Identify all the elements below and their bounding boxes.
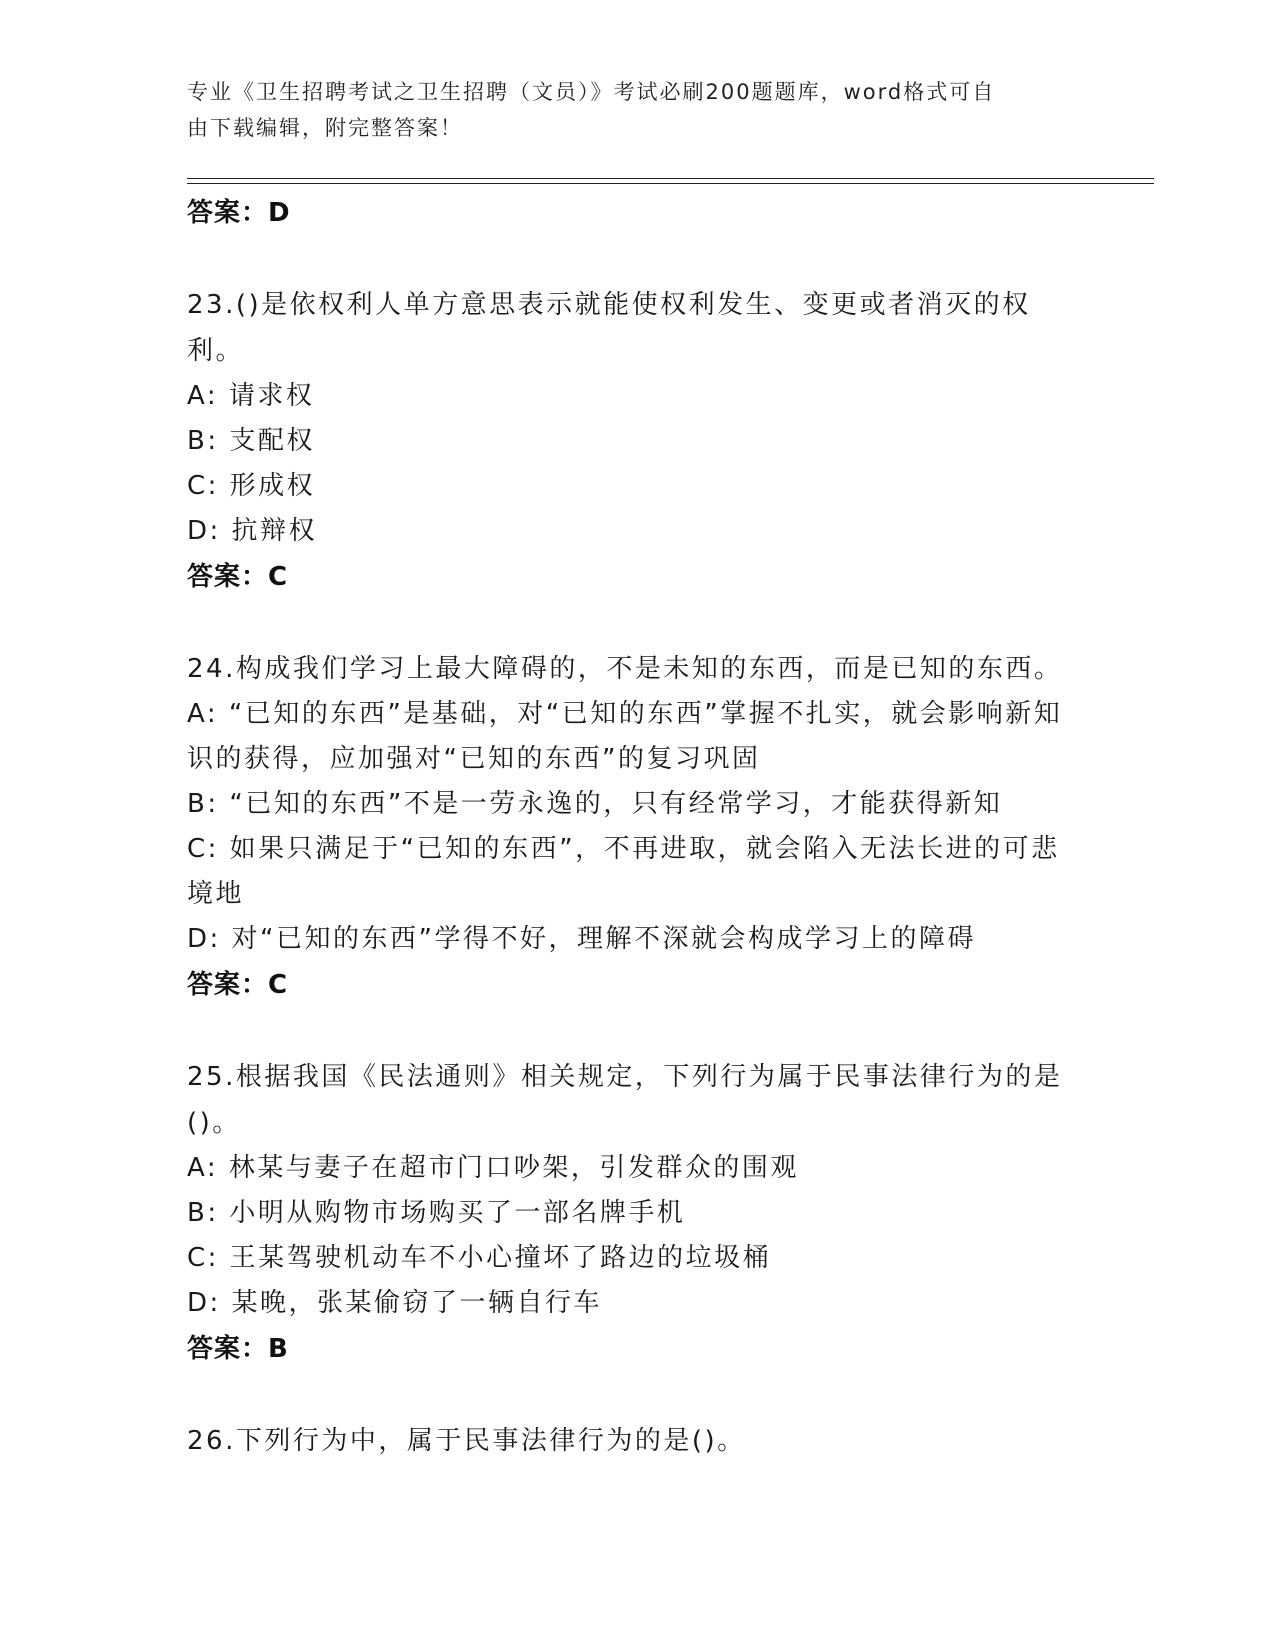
- question-stem: 26.下列行为中，属于民事法律行为的是()。: [187, 1426, 746, 1456]
- header-rule-bottom: [187, 183, 1154, 184]
- question-25: [187, 1054, 1087, 1372]
- header-rule-top: [187, 178, 1154, 179]
- document-header: [187, 74, 1067, 146]
- question-stem: 25.根据我国《民法通则》相关规定，下列行为属于民事法律行为的是()。: [187, 1062, 1063, 1138]
- option-a: A: 林某与妻子在超市门口吵架，引发群众的围观: [187, 1153, 799, 1183]
- question-24: [187, 646, 1087, 1008]
- option-b: B: 支配权: [187, 426, 315, 456]
- question-list: [187, 190, 1087, 1464]
- answer-label: 答案：D: [187, 198, 291, 228]
- header-line-1: 专业《卫生招聘考试之卫生招聘（文员）》考试必刷200题题库，word格式可自: [187, 80, 996, 104]
- option-a: A: “已知的东西”是基础，对“已知的东西”掌握不扎实，就会影响新知识的获得，应加强对“已知的东西”的复习巩固: [187, 699, 1063, 774]
- answer-label: 答案：C: [187, 970, 289, 1000]
- option-c: C: 形成权: [187, 471, 316, 501]
- option-c: C: 王某驾驶机动车不小心撞坏了路边的垃圾桶: [187, 1243, 772, 1273]
- option-b: B: 小明从购物市场购买了一部名牌手机: [187, 1198, 686, 1228]
- option-b: B: “已知的东西”不是一劳永逸的，只有经常学习，才能获得新知: [187, 789, 1003, 819]
- question-stem: 23.()是依权利人单方意思表示就能使权利发生、变更或者消灭的权利。: [187, 290, 1031, 366]
- header-line-2: 由下载编辑，附完整答案！: [187, 116, 463, 140]
- option-d: D: 抗辩权: [187, 516, 318, 546]
- question-23: [187, 282, 1087, 600]
- answer-label: 答案：C: [187, 562, 289, 592]
- option-d: D: 某晚，张某偷窃了一辆自行车: [187, 1288, 603, 1318]
- option-a: A: 请求权: [187, 381, 315, 411]
- option-c: C: 如果只满足于“已知的东西”，不再进取，就会陷入无法长进的可悲境地: [187, 834, 1060, 909]
- question-26: [187, 1418, 1087, 1464]
- answer-label: 答案：B: [187, 1334, 289, 1364]
- question-stem: 24.构成我们学习上最大障碍的，不是未知的东西，而是已知的东西。: [187, 654, 1063, 684]
- option-d: D: 对“已知的东西”学得不好，理解不深就会构成学习上的障碍: [187, 924, 976, 954]
